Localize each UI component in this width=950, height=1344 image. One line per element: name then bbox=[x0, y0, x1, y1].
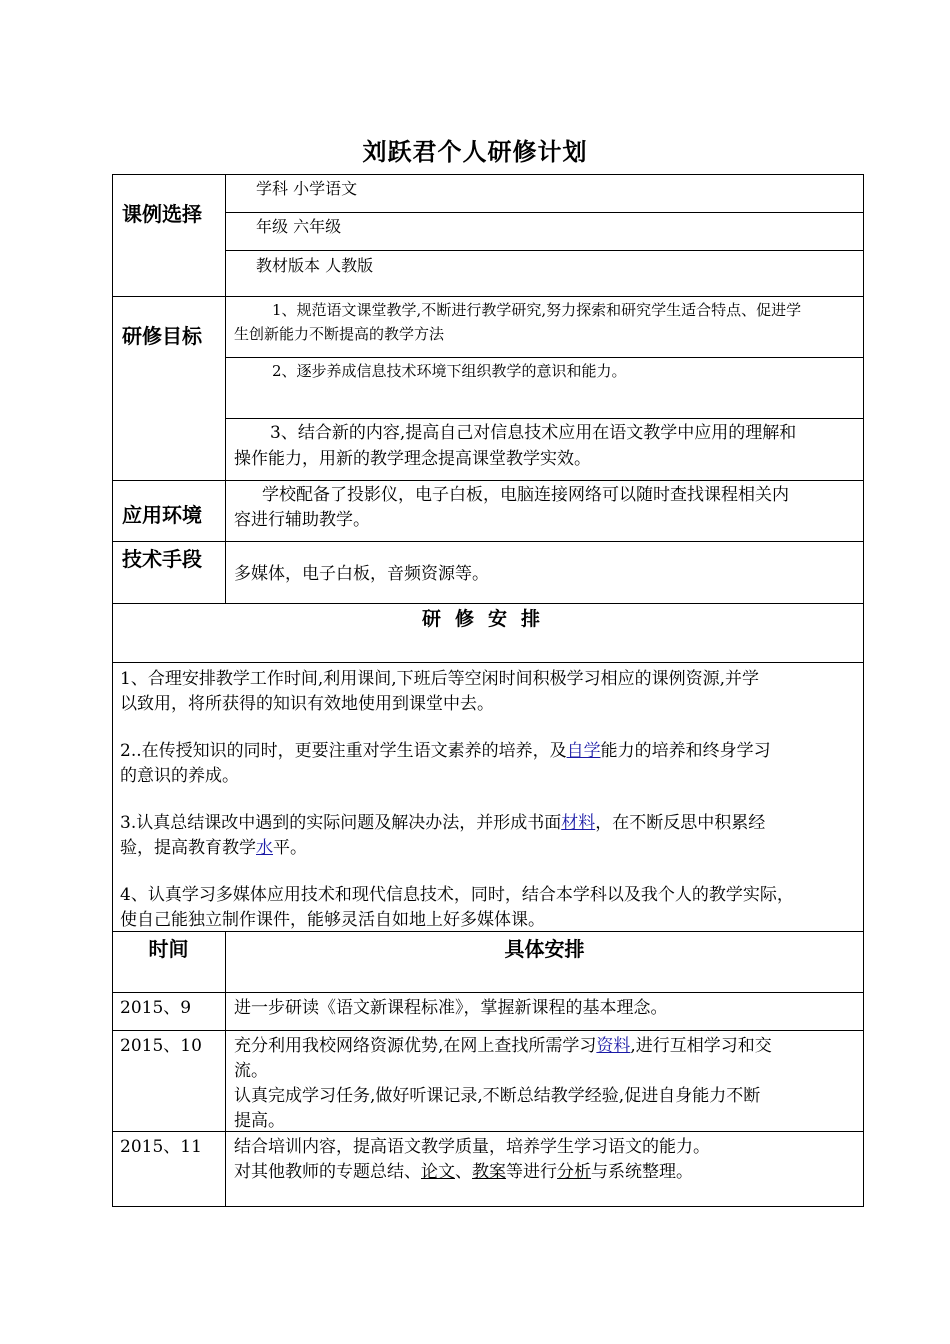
r3-text-a: 对其他教师的专题总结、 bbox=[234, 1162, 421, 1182]
grade-value: 年级 六年级 bbox=[256, 217, 342, 236]
link-lesson-plan[interactable]: 教案 bbox=[472, 1162, 506, 1182]
row-3-time: 2015、11 bbox=[120, 1137, 202, 1157]
p2-text-a: 2..在传授知识的同时，更要注重对学生语文素养的培养，及 bbox=[120, 741, 567, 761]
arrangement-p2-line-1 bbox=[120, 738, 771, 764]
edition-value: 教材版本 人教版 bbox=[256, 256, 374, 275]
link-analysis[interactable]: 分析 bbox=[557, 1162, 591, 1182]
row-2-time: 2015、10 bbox=[120, 1036, 202, 1056]
row-1-text: 进一步研读《语文新课程标准》，掌握新课程的基本理念。 bbox=[234, 998, 668, 1018]
row-2-line-2: 流。 bbox=[234, 1061, 268, 1081]
p2-text-b: 能力的培养和终身学习 bbox=[600, 741, 771, 761]
link-self-study[interactable]: 自学 bbox=[566, 741, 601, 761]
technique-text: 多媒体，电子白板，音频资源等。 bbox=[234, 564, 489, 584]
schedule-col-time: 时间 bbox=[148, 937, 189, 961]
arrangement-p3-line-2 bbox=[120, 835, 307, 861]
goal-2: 2、逐步养成信息技术环境下组织教学的意识和能力。 bbox=[272, 362, 627, 380]
environment-line-1: 学校配备了投影仪，电子白板，电脑连接网络可以随时查找课程相关内 bbox=[262, 485, 789, 505]
goals-label: 研修目标 bbox=[122, 324, 202, 348]
row-2-line-4: 提高。 bbox=[234, 1111, 285, 1131]
arrangement-p1-line-1: 1、合理安排教学工作时间,利用课间,下班后等空闲时间积极学习相应的课例资源,并学 bbox=[120, 669, 760, 689]
arrangement-heading: 研修安排 bbox=[421, 608, 554, 630]
row-3-line-1: 结合培训内容，提高语文教学质量，培养学生学习语文的能力。 bbox=[234, 1137, 710, 1157]
r3-text-d: 与系统整理。 bbox=[591, 1162, 693, 1182]
environment-line-2: 容进行辅助教学。 bbox=[234, 510, 370, 530]
r2-text-b: ,进行互相学习和交 bbox=[630, 1036, 772, 1056]
arrangement-p1-line-2: 以致用，将所获得的知识有效地使用到课堂中去。 bbox=[120, 694, 494, 714]
environment-label: 应用环境 bbox=[122, 503, 202, 527]
link-thesis[interactable]: 论文 bbox=[421, 1162, 455, 1182]
goal-3-line-1: 3、结合新的内容,提高自己对信息技术应用在语文教学中应用的理解和 bbox=[270, 423, 797, 443]
p3-text-c: 验，提高教育教学 bbox=[120, 838, 256, 858]
goal-3-line-2: 操作能力，用新的教学理念提高课堂教学实效。 bbox=[234, 449, 591, 469]
case-selection-label: 课例选择 bbox=[122, 202, 202, 226]
p3-text-b: ，在不断反思中积累经 bbox=[595, 813, 766, 833]
goal-1-line-2: 生创新能力不断提高的教学方法 bbox=[234, 325, 445, 343]
link-materials[interactable]: 材料 bbox=[561, 813, 596, 833]
row-1-time: 2015、9 bbox=[120, 998, 192, 1018]
arrangement-p4-line-1: 4、认真学习多媒体应用技术和现代信息技术，同时，结合本学科以及我个人的教学实际， bbox=[120, 885, 794, 905]
p3-text-a: 3.认真总结课改中遇到的实际问题及解决办法，并形成书面 bbox=[120, 813, 562, 833]
r3-text-b: 、 bbox=[455, 1162, 472, 1182]
r3-text-c: 等进行 bbox=[506, 1162, 557, 1182]
row-2-line-3: 认真完成学习任务,做好听课记录,不断总结教学经验,促进自身能力不断 bbox=[234, 1086, 761, 1106]
technique-label: 技术手段 bbox=[122, 547, 202, 571]
p3-text-d: 平。 bbox=[273, 838, 307, 858]
row-2-line-1 bbox=[234, 1033, 772, 1059]
row-3-line-2 bbox=[234, 1159, 693, 1185]
schedule-col-plan: 具体安排 bbox=[504, 937, 585, 961]
r2-text-a: 充分利用我校网络资源优势,在网上查找所需学习 bbox=[234, 1036, 597, 1056]
link-level[interactable]: 水 bbox=[256, 838, 273, 858]
arrangement-p4-line-2: 使自己能独立制作课件，能够灵活自如地上好多媒体课。 bbox=[120, 910, 545, 930]
page-title: 刘跃君个人研修计划 bbox=[362, 138, 588, 166]
arrangement-p3-line-1 bbox=[120, 810, 765, 836]
arrangement-p2-line-2: 的意识的养成。 bbox=[120, 766, 239, 786]
link-resources[interactable]: 资料 bbox=[596, 1036, 631, 1056]
subject-value: 学科 小学语文 bbox=[256, 179, 358, 198]
goal-1-line-1: 1、规范语文课堂教学,不断进行教学研究,努力探索和研究学生适合特点、促进学 bbox=[272, 301, 802, 319]
